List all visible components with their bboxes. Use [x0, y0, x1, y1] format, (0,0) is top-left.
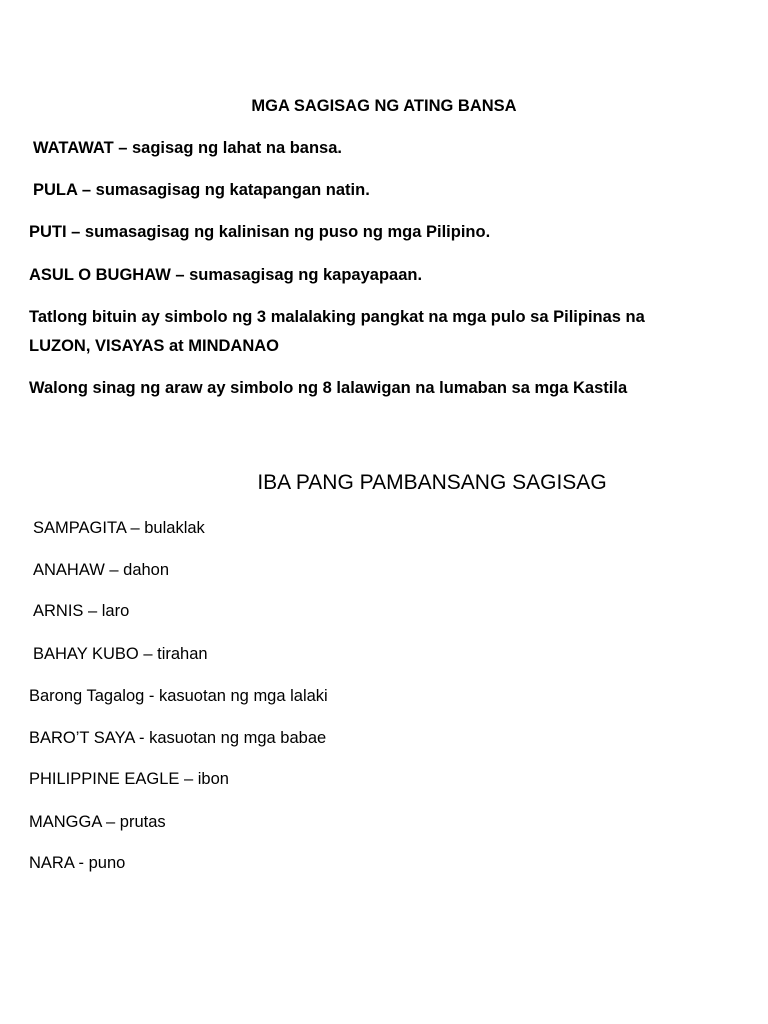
list-item-barot-saya: BARO’T SAYA - kasuotan ng mga babae	[29, 729, 327, 747]
list-item-anahaw: ANAHAW – dahon	[33, 561, 170, 579]
list-item-nara: NARA - puno	[29, 854, 126, 872]
list-item-barong-tagalog: Barong Tagalog - kasuotan ng mga lalaki	[29, 687, 328, 705]
line-puti: PUTI – sumasagisag ng kalinisan ng puso ng mga Pilipino.	[29, 223, 491, 241]
section-title-iba-pang-sagisag: IBA PANG PAMBANSANG SAGISAG	[257, 471, 607, 494]
list-item-arnis: ARNIS – laro	[33, 602, 130, 620]
line-walong-sinag: Walong sinag ng araw ay simbolo ng 8 lalawigan na lumaban sa mga Kastila	[29, 379, 628, 397]
section-title-mga-sagisag: MGA SAGISAG NG ATING BANSA	[251, 97, 517, 115]
line-watawat: WATAWAT – sagisag ng lahat na bansa.	[33, 139, 342, 157]
list-item-philippine-eagle: PHILIPPINE EAGLE – ibon	[29, 770, 229, 788]
line-luzon-visayas-mindanao: LUZON, VISAYAS at MINDANAO	[29, 337, 279, 355]
list-item-sampagita: SAMPAGITA – bulaklak	[33, 519, 205, 537]
line-asul: ASUL O BUGHAW – sumasagisag ng kapayapaan.	[29, 266, 423, 284]
line-tatlong-bituin: Tatlong bituin ay simbolo ng 3 malalaking pangkat na mga pulo sa Pilipinas na	[29, 308, 645, 326]
list-item-bahay-kubo: BAHAY KUBO – tirahan	[33, 645, 208, 663]
line-pula: PULA – sumasagisag ng katapangan natin.	[33, 181, 370, 199]
list-item-mangga: MANGGA – prutas	[29, 813, 166, 831]
